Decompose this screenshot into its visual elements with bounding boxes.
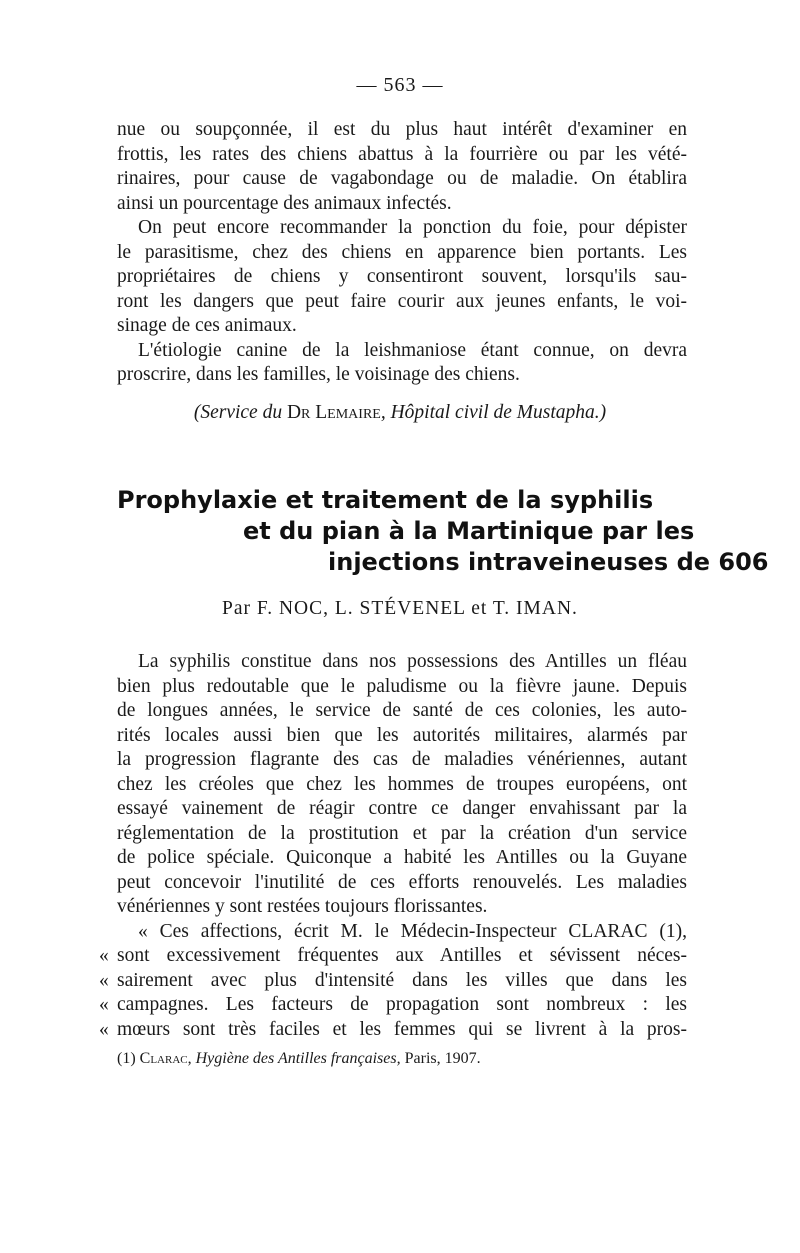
- quote-text: sairement avec plus d'intensité dans les villes que dans les: [117, 969, 687, 991]
- text-line: essayé vainement de réagir contre ce danger envahissant par la: [117, 798, 687, 819]
- article-body: [99, 650, 687, 1042]
- quote-mark: «: [99, 969, 109, 991]
- quote-text: mœurs sont très faciles et les femmes qui se livrent à la pros-: [117, 1018, 687, 1040]
- quote-mark: «: [99, 994, 109, 1015]
- text-line: de police spéciale. Quiconque a habité les Antilles ou la Guyane: [117, 847, 687, 868]
- paragraph-1: [117, 118, 687, 216]
- text-line: rités locales aussi bien que les autorités militaires, alarmés par: [117, 724, 687, 746]
- quote-line: [117, 920, 687, 945]
- article-title-line-2: et du pian à la Martinique par les: [243, 517, 695, 545]
- paragraph-2: [117, 216, 687, 339]
- quote-line: [99, 944, 687, 969]
- quote-line: [99, 1018, 687, 1043]
- body-paragraph: [117, 650, 687, 920]
- quote-paragraph: [99, 920, 687, 1043]
- text-line: proscrire, dans les familles, le voisinage des chiens.: [117, 364, 520, 385]
- text-line: L'étiologie canine de la leishmaniose étant connue, on devra: [138, 339, 687, 361]
- credit-hospital: Hôpital civil de Mustapha.: [390, 402, 600, 423]
- footnote-number: (1): [117, 1050, 136, 1067]
- text-line: nue ou soupçonnée, il est du plus haut intérêt d'examiner en: [117, 119, 687, 140]
- quote-line: [99, 969, 687, 994]
- text-line: le parasitisme, chez des chiens en apparence bien portants. Les: [117, 241, 687, 263]
- paren-close: ): [599, 402, 607, 423]
- text-line: sinage de ces animaux.: [117, 315, 297, 336]
- footnote-author: Clarac,: [139, 1050, 192, 1067]
- page-number: — 563 —: [356, 74, 444, 96]
- text-line: la progression flagrante des cas de maladies vénériennes, autant: [117, 749, 687, 770]
- text-line: réglementation de la prostitution et par la création d'un service: [117, 822, 687, 844]
- credit-name: Lemaire: [315, 402, 381, 423]
- paragraph-3: [117, 339, 687, 388]
- text-line: bien plus redoutable que le paludisme ou la fièvre jaune. Depuis: [117, 675, 687, 697]
- text-line: ainsi un pourcentage des animaux infectés.: [117, 192, 452, 214]
- footnote-work: Hygiène des Antilles françaises,: [195, 1050, 401, 1067]
- footnote-place-year: Paris, 1907.: [404, 1050, 481, 1067]
- credit-dr: [287, 402, 310, 423]
- credit-service: Service du: [200, 402, 283, 423]
- text-line: chez les créoles que chez les hommes de troupes européens, ont: [117, 773, 687, 795]
- article-title-line-3: injections intraveineuses de 606: [328, 548, 769, 576]
- text-line: peut concevoir l'inutilité de ces efforts renouvelés. Les maladies: [117, 871, 687, 893]
- quote-mark: «: [99, 945, 109, 966]
- credit-dr-text: Dr: [286, 402, 311, 423]
- text-line: propriétaires de chiens y consentiront souvent, lorsqu'ils sau-: [117, 266, 687, 287]
- quote-mark: «: [99, 1018, 109, 1040]
- text-line: de longues années, le service de santé de ces colonies, les auto-: [117, 700, 687, 721]
- article-title-line-1: Prophylaxie et traitement de la syphilis: [117, 486, 654, 514]
- text-line: ront les dangers que peut faire courir aux jeunes enfants, le voi-: [117, 290, 687, 312]
- paren-open: (: [193, 402, 201, 423]
- quote-text: campagnes. Les facteurs de propagation sont nombreux : les: [117, 994, 687, 1015]
- text-line: vénériennes y sont restées toujours florissantes.: [117, 896, 488, 917]
- footnote: [117, 1050, 717, 1068]
- text-line: La syphilis constitue dans nos possessions des Antilles un fléau: [138, 651, 687, 672]
- text-line: frottis, les rates des chiens abattus à la fourrière ou par les vété-: [117, 143, 687, 165]
- text-line: rinaires, pour cause de vagabondage ou de maladie. On établira: [117, 168, 687, 189]
- quote-text: sont excessivement fréquentes aux Antilles et sévissent néces-: [117, 945, 687, 966]
- text-line: On peut encore recommander la ponction du foie, pour dépister: [138, 217, 687, 238]
- top-text: [117, 118, 687, 388]
- service-credit: (Service du Dr Lemaire, Hôpital civil de Mustapha.): [193, 402, 607, 423]
- quote-text: « Ces affections, écrit M. le Médecin-Inspecteur CLARAC (1),: [138, 920, 687, 942]
- quote-line: [99, 993, 687, 1018]
- article-authors: Par F. NOC, L. STÉVENEL et T. IMAN.: [222, 598, 578, 619]
